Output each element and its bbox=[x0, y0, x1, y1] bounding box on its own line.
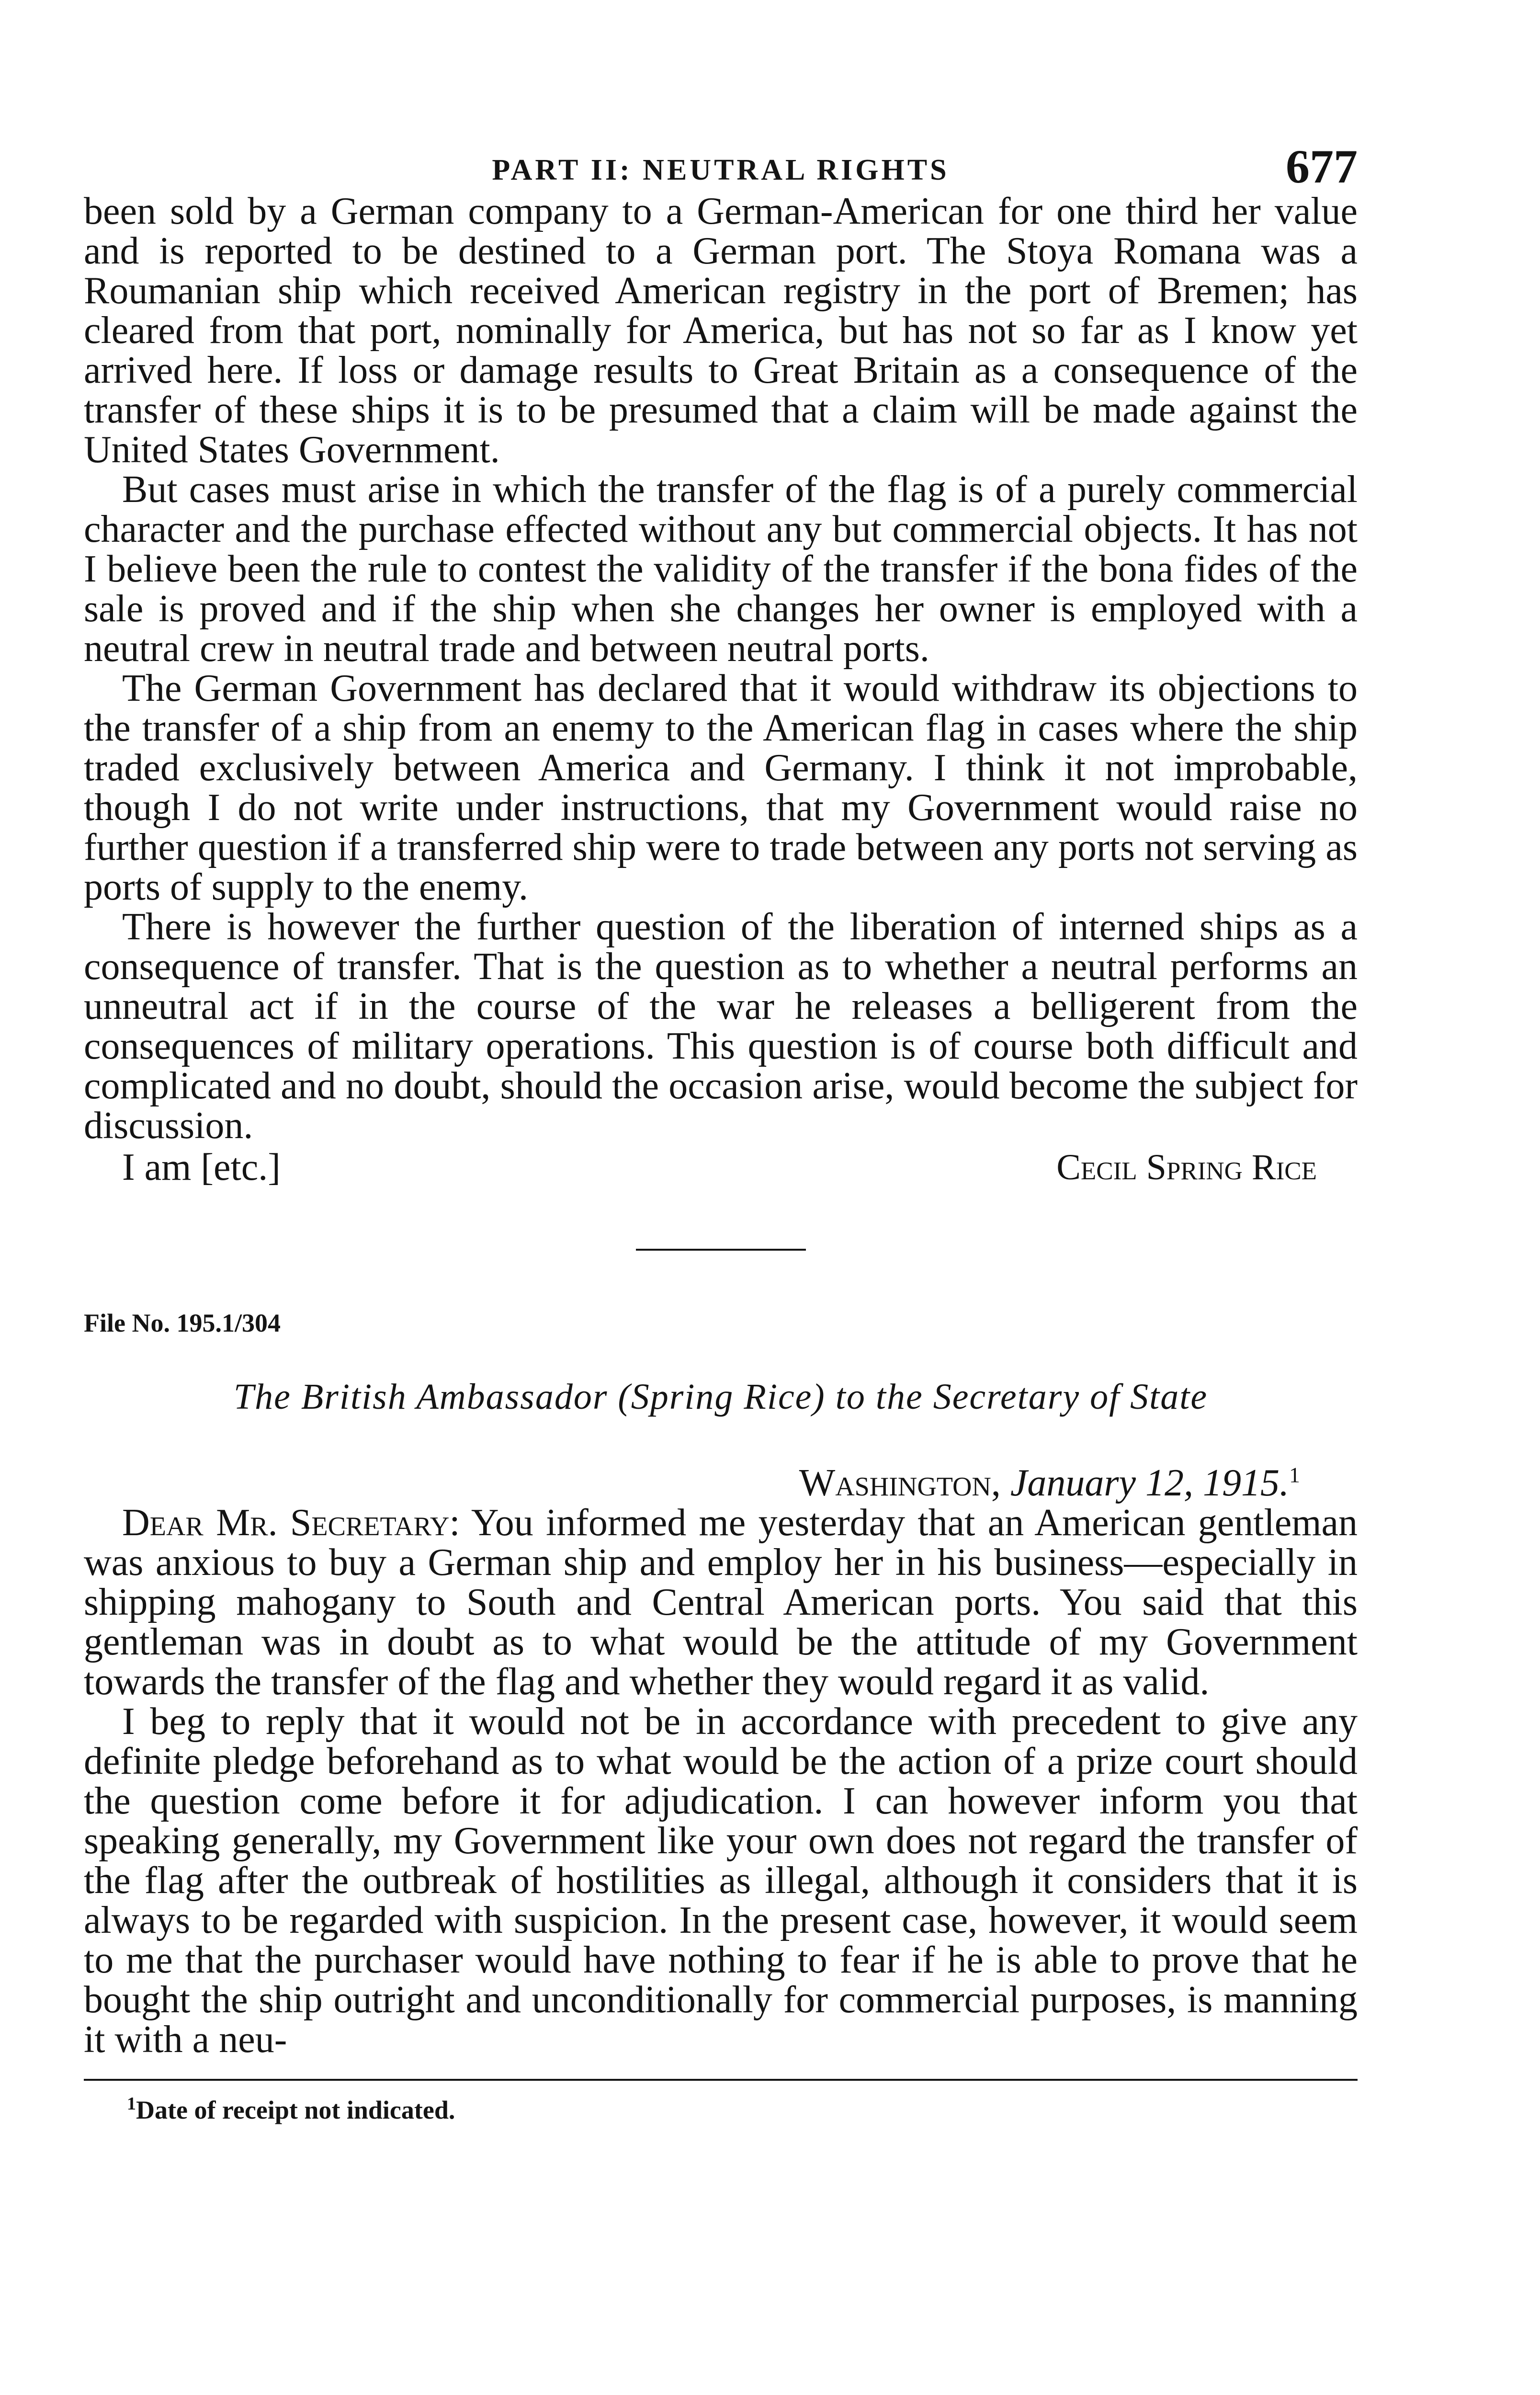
document-heading: The British Ambassador (Spring Rice) to the Secretary of State bbox=[233, 1377, 1208, 1417]
letter-1-paragraph-3: The German Government has declared that it would withdraw its objections to the transfer of a ship from an enemy to the American flag in cases where the ship traded exclusively between America and Germany. I think it not improbable, though I do not write under instructions, that my Government would raise no further question if a transferred ship were to trade between any ports not serving as ports of supply to the enemy. bbox=[84, 667, 1358, 908]
dateline bbox=[84, 1463, 1358, 1503]
complimentary-close: I am [etc.] bbox=[122, 1146, 281, 1188]
signature: Cecil Spring Rice bbox=[1056, 1147, 1317, 1187]
document-page bbox=[84, 139, 1358, 2125]
running-header bbox=[84, 139, 1358, 192]
footnote bbox=[84, 2095, 1358, 2125]
footnote-rule bbox=[84, 2079, 1358, 2081]
footnote-reference: 1 bbox=[1289, 1462, 1300, 1487]
dateline-date: January 12, 1915. bbox=[1010, 1462, 1289, 1504]
letter-1-body bbox=[84, 192, 1358, 1146]
footnote-text: Date of receipt not indicated. bbox=[136, 2096, 455, 2124]
letter-1-closing bbox=[84, 1146, 1358, 1189]
letter-2-paragraph-2: I beg to reply that it would not be in accordance with precedent to give any definite pledge beforehand as to what would be the action of a prize court should the question come before it for adjudication. I can however inform you that speaking generally, my Government like your own does not regard the transfer of the flag after the outbreak of hostilities as illegal, although it considers that it is always to be regarded with suspicion. In the present case, however, it would seem to me that the purchaser would have nothing to fear if he is able to prove that he bought the ship outright and unconditionally for commercial purposes, is manning it with a neu- bbox=[84, 1700, 1358, 2061]
salutation: Dear Mr. Secretary: bbox=[122, 1502, 460, 1544]
page-number: 677 bbox=[1286, 140, 1358, 193]
letter-1-paragraph-2: But cases must arise in which the transfer of the flag is of a purely commercial character and the purchase effected without any but commercial objects. It has not I believe been the rule to contest the validity of the transfer if the bona fides of the sale is proved and if the ship when she changes her owner is employed with a neutral crew in neutral trade and between neutral ports. bbox=[84, 468, 1358, 670]
letter-1-paragraph-4: There is however the further question of the liberation of interned ships as a consequence of transfer. That is the question as to whether a neutral performs an unneutral act if in the course of the war he releases a belligerent from the consequences of military operations. This question is of course both difficult and complicated and no doubt, should the occasion arise, would become the subject for discussion. bbox=[84, 906, 1358, 1147]
dateline-place: Washington, bbox=[799, 1462, 1001, 1504]
footnote-mark: 1 bbox=[127, 2094, 136, 2114]
letter-2-paragraph-1 bbox=[84, 1503, 1358, 1702]
letter-1-paragraph-1: been sold by a German company to a German-American for one third her value and is reported to be destined to a German port. The Stoya Romana was a Roumanian ship which received American registry in the port of Bremen; has cleared from that port, nominally for America, but has not so far as I know yet arrived here. If loss or damage results to Great Britain as a consequence of the transfer of these ships it is to be presumed that a claim will be made against the United States Government. bbox=[84, 190, 1358, 471]
file-number: File No. 195.1/304 bbox=[84, 1309, 281, 1337]
running-title: PART II: NEUTRAL RIGHTS bbox=[492, 154, 950, 186]
section-divider bbox=[636, 1249, 806, 1251]
letter-2-paragraph-1-text: You informed me yesterday that an American gentleman was anxious to buy a German ship and employ her in his business—especially in shipping mahogany to South and Central American ports. You said that this gentleman was in doubt as to what would be the attitude of my Government towards the transfer of the flag and whether they would regard it as valid. bbox=[84, 1502, 1358, 1703]
letter-2-body bbox=[84, 1503, 1358, 2060]
